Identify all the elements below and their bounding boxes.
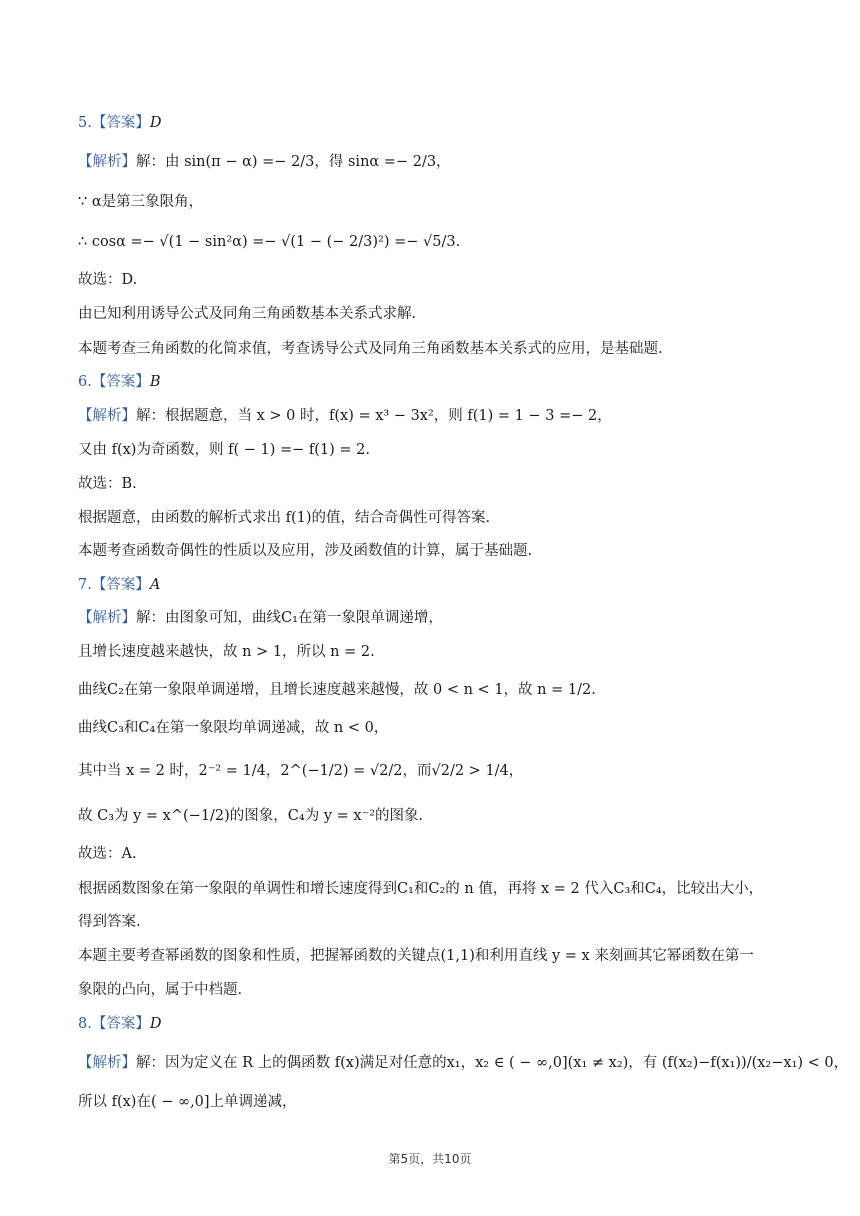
text-line: 又由 f(x)为奇函数，则 f( − 1) =− f(1) = 2.: [78, 442, 370, 458]
answer-line-7: [78, 575, 160, 595]
answer-label: 7.【答案】: [78, 577, 150, 593]
text-line: 解：由 sin(π − α) =− 2/3，得 sinα =− 2/3，: [136, 154, 451, 170]
analysis-tag: 【解析】: [78, 154, 136, 170]
analysis-tag: 【解析】: [78, 610, 136, 626]
text-line: 解：根据题意，当 x > 0 时，f(x) = x³ − 3x²，则 f(1) = 1 − 3 =− 2，: [136, 408, 612, 424]
text-line: 曲线C₃和C₄在第一象限均单调递减，故 n < 0，: [78, 720, 389, 736]
text-line: 本题考查函数奇偶性的性质以及应用，涉及函数值的计算，属于基础题.: [78, 543, 533, 559]
answer-label: 5.【答案】: [78, 115, 150, 131]
answer-value: D: [149, 1016, 162, 1032]
answer-label: 6.【答案】: [78, 374, 150, 390]
answer-value: D: [149, 115, 162, 131]
text-line: 故选：A.: [78, 846, 137, 862]
text-line: 本题考查三角函数的化简求值，考查诱导公式及同角三角函数基本关系式的应用，是基础题.: [78, 341, 663, 357]
answer-line-6: [78, 372, 161, 392]
analysis-tag: 【解析】: [78, 1055, 136, 1071]
text-line: ∴ cosα =− √(1 − sin²α) =− √(1 − (− 2/3)²) =− √5/3.: [78, 234, 461, 250]
text-line: 故 C₃为 y = x^(−1/2)的图象，C₄为 y = x⁻²的图象.: [78, 808, 424, 824]
text-line: 由已知利用诱导公式及同角三角函数基本关系式求解.: [78, 306, 417, 322]
analysis-line: [78, 1053, 848, 1073]
text-line: ∵ α是第三象限角，: [78, 194, 204, 210]
text-line: 故选：B.: [78, 476, 137, 492]
text-line: 解：由图象可知，曲线C₁在第一象限单调递增，: [136, 610, 443, 626]
text-line: 本题主要考查幂函数的图象和性质，把握幂函数的关键点(1,1)和利用直线 y = x 来刻画其它幂函数在第一: [78, 948, 754, 964]
analysis-line: [78, 152, 451, 172]
page-footer: 第5页，共10页: [388, 1152, 472, 1166]
text-line: 得到答案.: [78, 914, 141, 930]
answer-value: B: [149, 374, 161, 390]
text-line: 曲线C₂在第一象限单调递增，且增长速度越来越慢，故 0 < n < 1，故 n = 1/2.: [78, 682, 596, 698]
text-line: 根据题意，由函数的解析式求出 f(1)的值，结合奇偶性可得答案.: [78, 510, 491, 526]
analysis-tag: 【解析】: [78, 408, 136, 424]
text-line: 故选：D.: [78, 272, 138, 288]
analysis-line: [78, 406, 612, 426]
answer-label: 8.【答案】: [78, 1016, 150, 1032]
text-line: 所以 f(x)在( − ∞,0]上单调递减，: [78, 1094, 297, 1110]
answer-line-5: [78, 113, 161, 133]
text-line: 且增长速度越来越快，故 n > 1，所以 n = 2.: [78, 644, 375, 660]
answer-value: A: [149, 577, 161, 593]
text-line: 象限的凸向，属于中档题.: [78, 982, 243, 998]
answer-line-8: [78, 1014, 161, 1034]
text-line: 其中当 x = 2 时，2⁻² = 1/4，2^(−1/2) = √2/2，而√2/2 > 1/4，: [78, 763, 524, 779]
text-line: 解：因为定义在 R 上的偶函数 f(x)满足对任意的x₁，x₂ ∈ ( − ∞,0](x₁ ≠ x₂)，有 (f(x₂)−f(x₁))/(x₂−x₁) < 0，: [136, 1055, 849, 1071]
text-line: 根据函数图象在第一象限的单调性和增长速度得到C₁和C₂的 n 值，再将 x = 2 代入C₃和C₄，比较出大小，: [78, 881, 764, 897]
analysis-line: [78, 608, 443, 628]
